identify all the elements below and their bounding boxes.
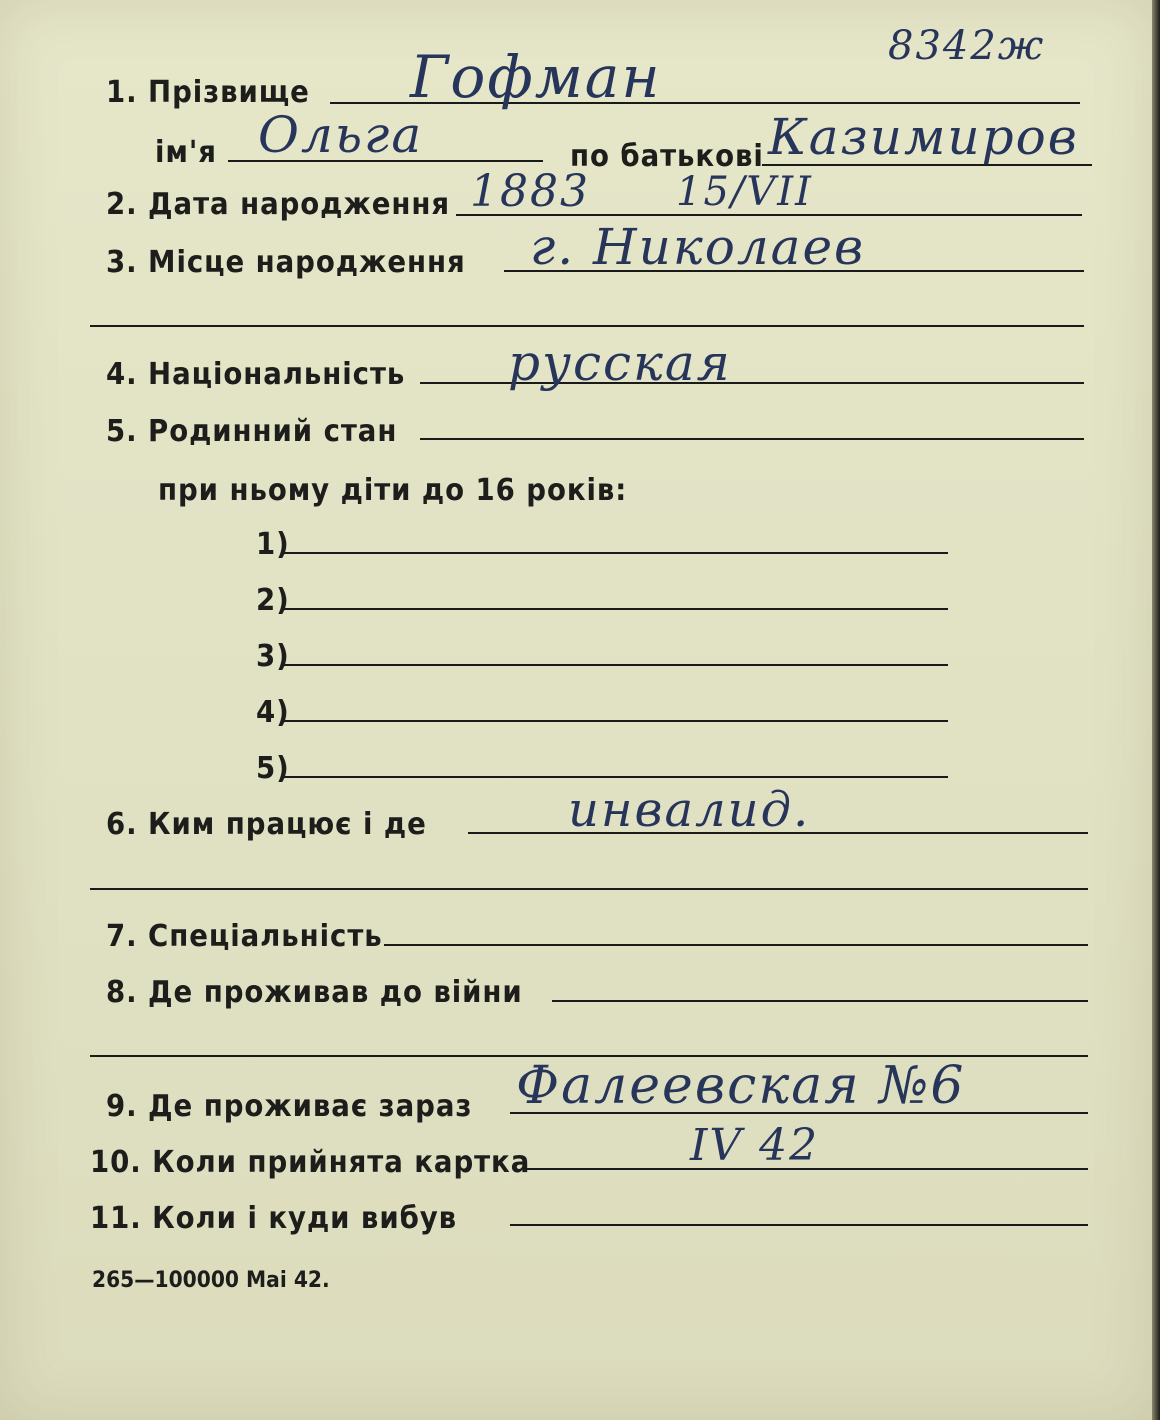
specialty-line [384, 944, 1088, 946]
card-accepted-label: 10. Коли прийнята картка [90, 1145, 531, 1180]
nationality-value: русская [508, 334, 732, 392]
nationality-label: 4. Національність [106, 357, 406, 392]
occupation-value: инвалид. [568, 782, 811, 838]
prewar-residence-line [552, 1000, 1088, 1002]
child-5-line [284, 776, 948, 778]
birth-date-day: 15/VII [676, 169, 813, 215]
birth-place-line-2 [90, 325, 1084, 327]
child-3-number: 3) [256, 639, 290, 674]
child-2-number: 2) [256, 583, 290, 618]
child-5-number: 5) [256, 751, 290, 786]
card-accepted-value: IV 42 [690, 1120, 820, 1171]
marital-status-line [420, 438, 1084, 440]
child-3-line [284, 664, 948, 666]
birth-date-label: 2. Дата народження [106, 187, 451, 222]
archive-number: 8342ж [888, 23, 1046, 69]
occupation-label: 6. Ким працює і де [106, 807, 427, 842]
children-label: при ньому діти до 16 років: [158, 473, 628, 508]
child-1-number: 1) [256, 527, 290, 562]
departure-label: 11. Коли і куди вибув [90, 1201, 458, 1236]
first-name-value: Ольга [258, 106, 424, 164]
patronymic-label: по батькові [570, 139, 764, 174]
surname-label: 1. Прізвище [106, 75, 310, 110]
child-1-line [284, 552, 948, 554]
first-name-label: ім'я [155, 135, 217, 170]
child-4-number: 4) [256, 695, 290, 730]
birth-date-year: 1883 [470, 166, 590, 217]
birth-place-value: г. Николаев [530, 218, 866, 276]
marital-status-label: 5. Родинний стан [106, 414, 398, 449]
departure-line [510, 1224, 1088, 1226]
child-4-line [284, 720, 948, 722]
print-code: 265—100000 Mai 42. [92, 1268, 330, 1293]
specialty-label: 7. Спеціальність [106, 919, 383, 954]
current-residence-value: Фалеевская №6 [516, 1056, 966, 1116]
child-2-line [284, 608, 948, 610]
patronymic-value: Казимиров [768, 108, 1079, 166]
occupation-line-2 [90, 888, 1088, 890]
birth-place-label: 3. Місце народження [106, 245, 466, 280]
current-residence-label: 9. Де проживає зараз [106, 1089, 473, 1124]
card-edge [1152, 0, 1160, 1420]
surname-value: Гофман [410, 43, 662, 111]
prewar-residence-label: 8. Де проживав до війни [106, 975, 523, 1010]
